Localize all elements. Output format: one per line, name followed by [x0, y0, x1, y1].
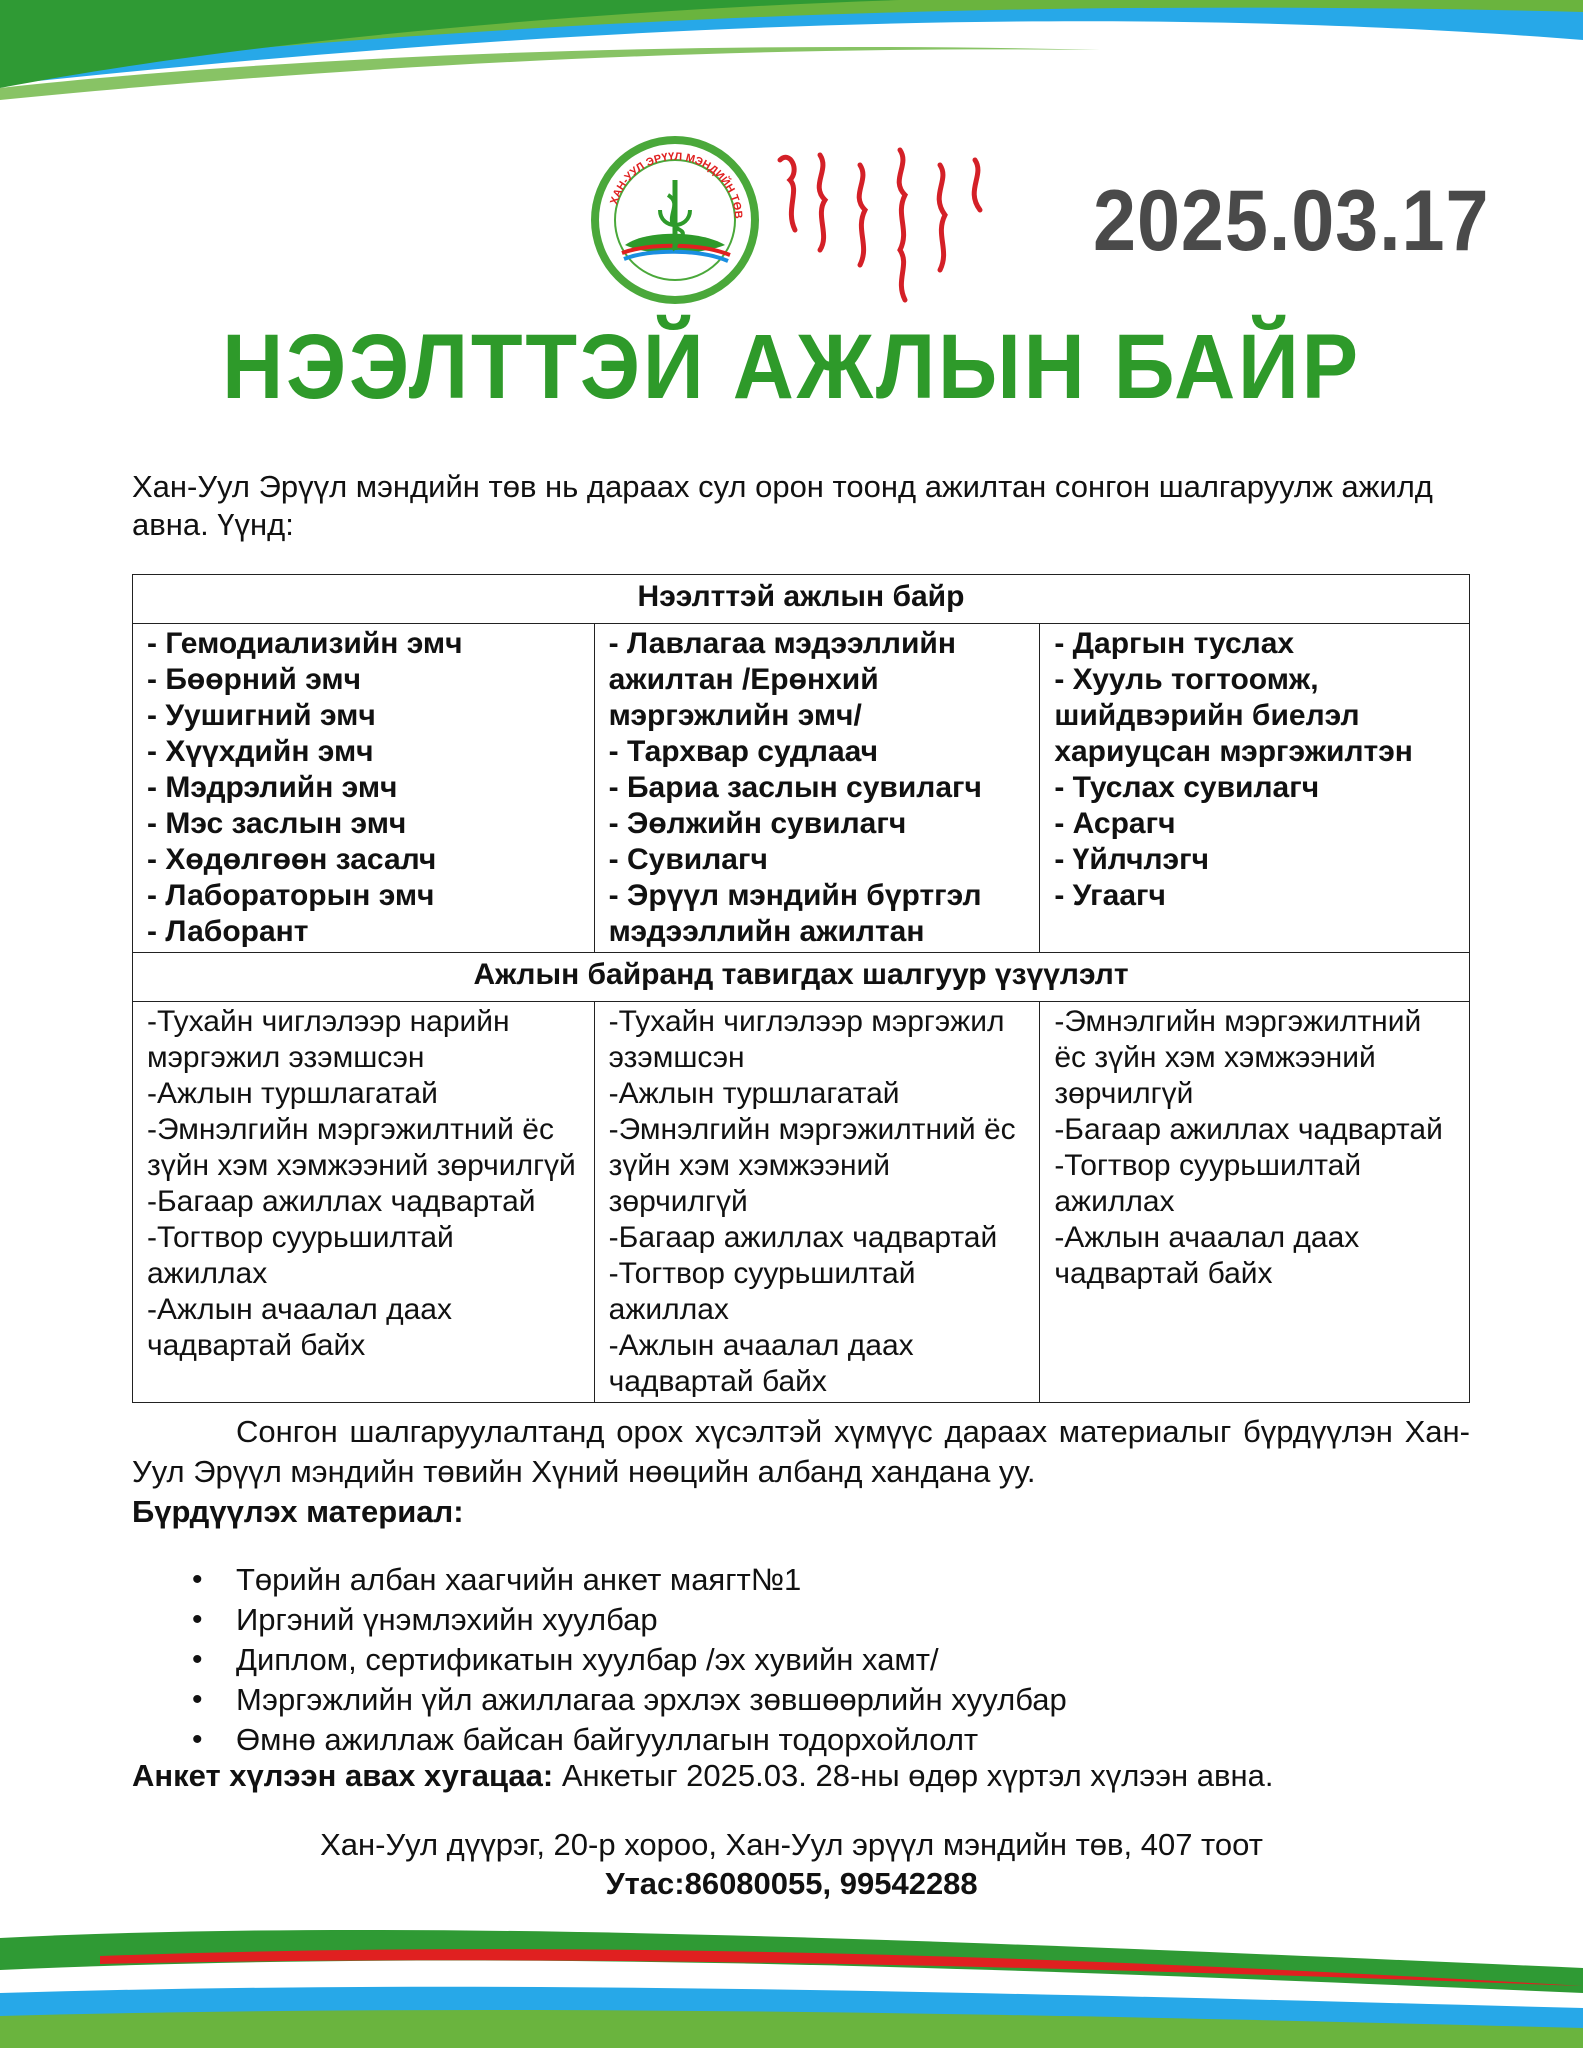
list-item: -Эмнэлгийн мэргэжилтний ёс зүйн хэм хэмжээний зөрчилгүй [147, 1113, 576, 1182]
list-item: - Сувилагч [608, 843, 768, 876]
address: Хан-Уул дүүрэг, 20-р хороо, Хан-Уул эрүүл мэндийн төв, 407 тоот [320, 1827, 1263, 1862]
mongolian-script-logotype [770, 140, 990, 310]
list-item: - Мэдрэлийн эмч [147, 771, 398, 804]
list-item: -Багаар ажиллах чадвартай [147, 1185, 536, 1218]
list-item: - Үйлчлэгч [1054, 843, 1210, 876]
list-item: -Эмнэлгийн мэргэжилтний ёс зүйн хэм хэмжээний зөрчилгүй [608, 1113, 1016, 1218]
deadline-label: Анкет хүлээн авах хугацаа: [132, 1758, 554, 1793]
materials-list [192, 1560, 1392, 1760]
list-item: -Ажлын туршлагатай [147, 1077, 438, 1110]
list-item: - Угаагч [1054, 879, 1166, 912]
list-item: • Диплом, сертификатын хуулбар /эх хувийн хамт/ [192, 1640, 1392, 1680]
list-item: • Өмнө ажиллаж байсан байгууллагын тодорхойлолт [192, 1720, 1392, 1760]
list-item: -Ажлын ачаалал даах чадвартай байх [147, 1293, 452, 1362]
criteria-column-1 [133, 1002, 595, 1403]
phone-number: Утас:86080055, 99542288 [605, 1866, 978, 1901]
header [0, 130, 1583, 310]
jobs-header: Нээлттэй ажлын байр [133, 575, 1470, 624]
list-item: - Хүүхдийн эмч [147, 735, 374, 768]
jobs-column-2 [594, 624, 1040, 953]
list-item: -Тогтвор суурьшилтай ажиллах [608, 1257, 916, 1326]
list-item: - Бөөрний эмч [147, 663, 361, 696]
list-item: - Даргын туслах [1054, 627, 1295, 660]
list-item: -Ажлын ачаалал даах чадвартай байх [1054, 1221, 1360, 1290]
announcement-date: 2025.03.17 [1092, 173, 1489, 269]
list-item: - Хөдөлгөөн засалч [147, 843, 437, 876]
list-item: - Лабораторын эмч [147, 879, 435, 912]
deadline-text: Анкетыг 2025.03. 28-ны өдөр хүртэл хүлээн авна. [553, 1758, 1274, 1793]
deadline [132, 1758, 1472, 1794]
list-item: - Эөлжийн сувилагч [608, 807, 907, 840]
list-item: - Хууль тогтоомж, шийдвэрийн биелэл хариуцсан мэргэжилтэн [1054, 663, 1413, 768]
list-item: - Лавлагаа мэдээллийн ажилтан /Ерөнхий мэргэжлийн эмч/ [608, 627, 956, 732]
vacancy-table [132, 574, 1470, 1403]
list-item: - Бариа заслын сувилагч [608, 771, 982, 804]
logo-ring-text: ХАН-УУЛ ЭРҮҮЛ МЭНДИЙН ТӨВ [608, 150, 745, 220]
list-item: • Мэргэжлийн үйл ажиллагаа эрхлэх зөвшөөрлийн хуулбар [192, 1680, 1392, 1720]
list-item: -Эмнэлгийн мэргэжилтний ёс зүйн хэм хэмжээний зөрчилгүй [1054, 1005, 1422, 1110]
list-item: - Уушигний эмч [147, 699, 376, 732]
criteria-column-3 [1040, 1002, 1470, 1403]
list-item: • Төрийн албан хаагчийн анкет маягт№1 [192, 1560, 1392, 1600]
list-item: - Тархвар судлаач [608, 735, 879, 768]
criteria-column-2 [594, 1002, 1040, 1403]
list-item: - Мэс заслын эмч [147, 807, 407, 840]
list-item: - Эрүүл мэндийн бүртгэл мэдээллийн ажилтан [608, 879, 982, 948]
top-wave-decoration [0, 0, 1583, 130]
list-item: -Тогтвор суурьшилтай ажиллах [147, 1221, 454, 1290]
intro-paragraph: Хан-Уул Эрүүл мэндийн төв нь дараах сул орон тоонд ажилтан сонгон шалгаруулж ажилд авна. Үүнд: [132, 469, 1433, 542]
jobs-column-3 [1040, 624, 1470, 953]
jobs-column-1 [133, 624, 595, 953]
list-item: -Тухайн чиглэлээр мэргэжил эзэмшсэн [608, 1005, 1005, 1074]
list-item: - Гемодиализийн эмч [147, 627, 463, 660]
list-item: -Багаар ажиллах чадвартай [608, 1221, 998, 1254]
materials-heading: Бүрдүүлэх материал: [132, 1494, 464, 1529]
application-instructions: Сонгон шалгаруулалтанд орох хүсэлтэй хүмүүс дараах материалыг бүрдүүлэн Хан-Уул Эрүүл мэндийн төвийн Хүний нөөцийн албанд хандана уу. [132, 1414, 1470, 1489]
list-item: -Ажлын туршлагатай [608, 1077, 900, 1110]
list-item: - Асрагч [1054, 807, 1176, 840]
hospital-logo [590, 135, 760, 305]
bottom-wave-decoration [0, 1898, 1583, 2048]
criteria-header: Ажлын байранд тавигдах шалгуур үзүүлэлт [133, 953, 1470, 1002]
list-item: -Тухайн чиглэлээр нарийн мэргэжил эзэмшсэн [147, 1005, 510, 1074]
list-item: - Лаборант [147, 915, 309, 948]
page-title: НЭЭЛТТЭЙ АЖЛЫН БАЙР [222, 316, 1361, 418]
list-item: • Иргэний үнэмлэхийн хуулбар [192, 1600, 1392, 1640]
list-item: -Тогтвор суурьшилтай ажиллах [1054, 1149, 1362, 1218]
list-item: -Ажлын ачаалал даах чадвартай байх [608, 1329, 914, 1398]
list-item: -Багаар ажиллах чадвартай [1054, 1113, 1443, 1146]
list-item: - Туслах сувилагч [1054, 771, 1320, 804]
